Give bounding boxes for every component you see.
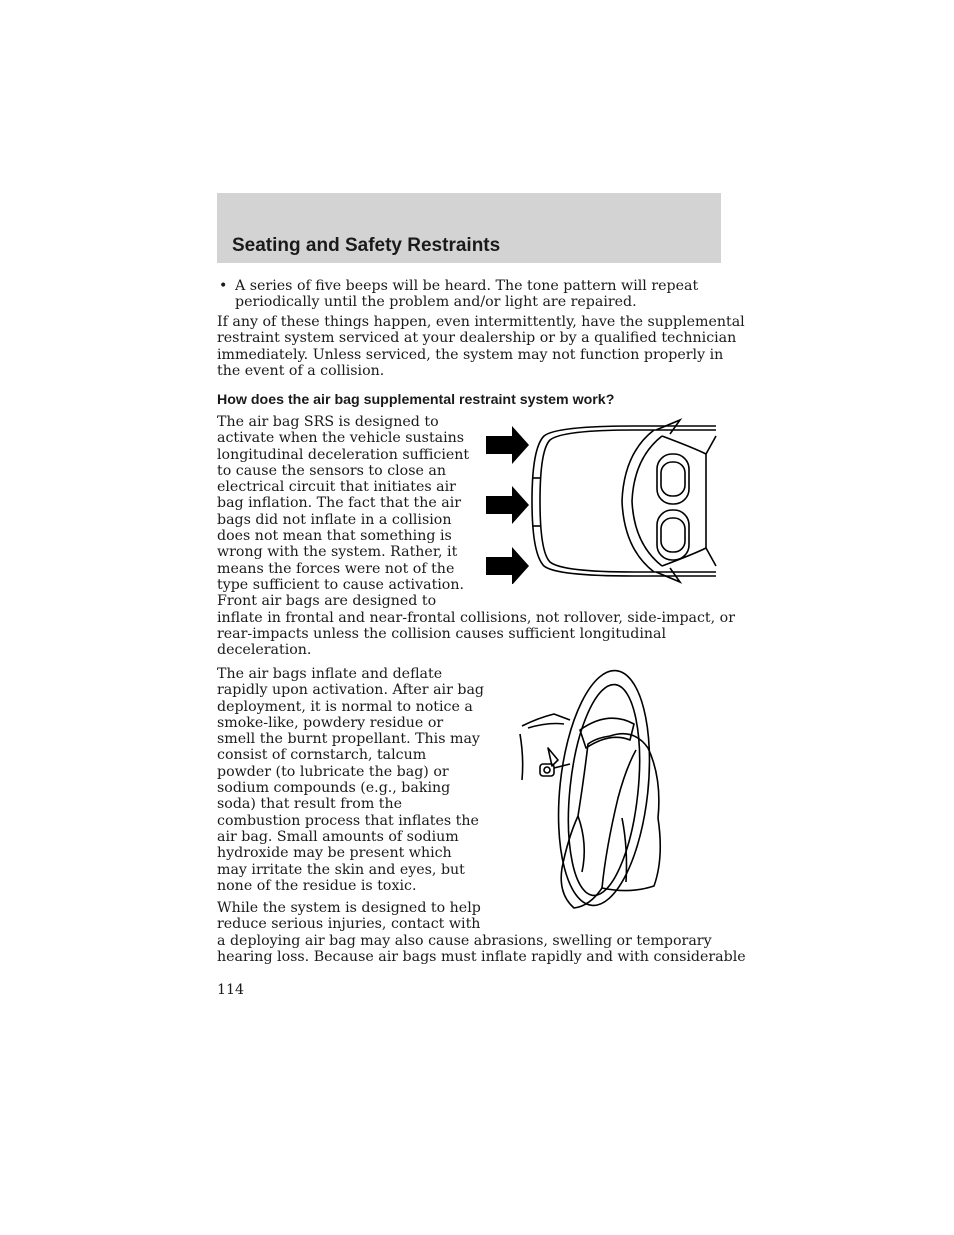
text-line: deceleration. [217,642,312,659]
text-line: Front air bags are designed to [217,593,437,610]
section-title: Seating and Safety Restraints [232,235,501,256]
subheading: How does the air bag supplemental restraint system work? [217,392,615,408]
text-line: none of the residue is toxic. [217,877,417,894]
text-line: does not mean that something is [217,528,452,545]
text-line: air bag. Small amounts of sodium [217,828,459,845]
impact-arrow-icon [486,486,529,524]
car-frontal-impact-illustration [484,418,718,584]
page-number: 114 [217,982,245,998]
text-line: wrong with the system. Rather, it [217,544,458,561]
paragraph-service [217,314,745,379]
text-line: hydroxide may be present which [217,845,452,862]
bullet-symbol: • [219,278,228,294]
text-line: A series of five beeps will be heard. The tone pattern will repeat [235,278,699,294]
text-line: inflate in frontal and near-frontal collisions, not rollover, side-impact, or [217,609,735,626]
impact-arrow-icon [486,426,529,464]
text-line: hearing loss. Because air bags must inflate rapidly and with considerable [217,948,746,965]
text-line: sodium compounds (e.g., baking [217,780,451,797]
text-line: bags did not inflate in a collision [217,511,452,528]
impact-arrow-icon [486,547,529,584]
text-line: soda) that result from the [217,796,403,813]
text-line: to cause the sensors to close an [217,462,446,479]
paragraph-injury-risks [217,900,746,965]
text-line: the event of a collision. [217,362,385,379]
text-line: combustion process that inflates the [217,812,479,829]
text-line: a deploying air bag may also cause abrasions, swelling or temporary [217,932,712,949]
text-line: may irritate the skin and eyes, but [217,861,465,878]
text-line: rapidly upon activation. After air bag [217,682,485,699]
text-line: activate when the vehicle sustains [217,430,465,447]
text-line: The air bags inflate and deflate [217,666,443,682]
text-line: powder (to lubricate the bag) or [217,763,449,780]
text-line: smell the burnt propellant. This may [217,731,480,748]
text-line: immediately. Unless serviced, the system may not function properly in [217,346,724,363]
text-line: reduce serious injuries, contact with [217,916,481,933]
text-line: type sufficient to cause activation. [217,576,464,593]
text-line: bag inflation. The fact that the air [217,495,462,512]
text-line: periodically until the problem and/or light are repaired. [235,294,637,310]
text-line: If any of these things happen, even intermittently, have the supplemental [217,314,745,330]
text-line: restraint system serviced at your dealership or by a qualified technician [217,330,737,347]
text-line: electrical circuit that initiates air [217,479,456,496]
text-line: means the forces were not of the [217,560,455,577]
text-line: deployment, it is normal to notice a [217,698,473,715]
text-line: smoke-like, powdery residue or [217,714,444,731]
text-line: rear-impacts unless the collision causes sufficient longitudinal [217,625,667,642]
text-line: longitudinal deceleration sufficient [217,446,470,463]
text-line: The air bag SRS is designed to [217,414,439,430]
text-line: While the system is designed to help [217,900,481,916]
text-line: consist of cornstarch, talcum [217,747,427,764]
deployed-airbag-steering-wheel-illustration [518,668,666,914]
